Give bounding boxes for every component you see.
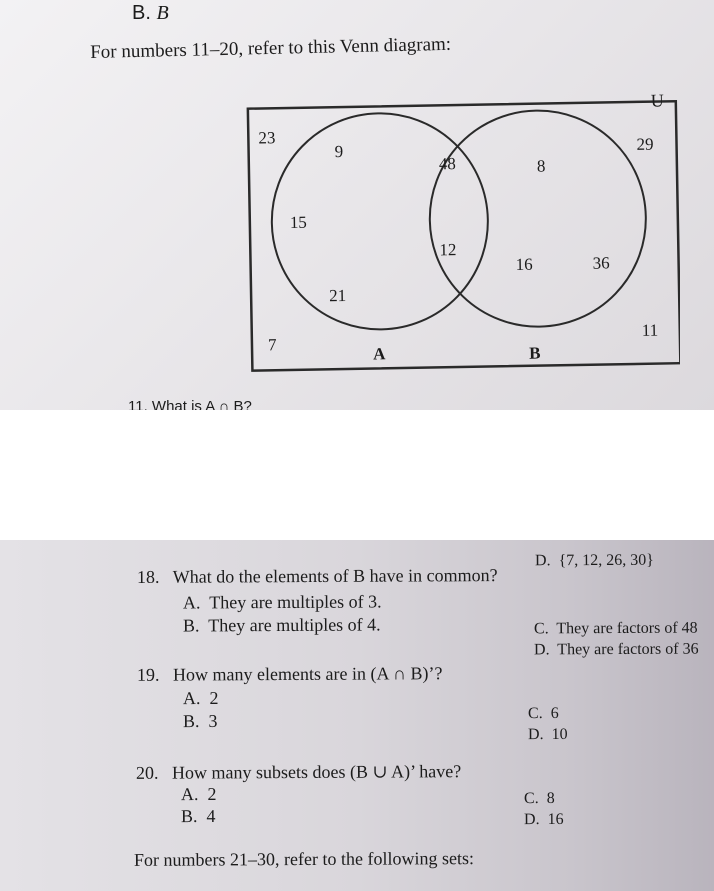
region-b-only-value: 36 — [592, 253, 610, 273]
question-text: How many elements are in (A ∩ B)’? — [172, 663, 443, 685]
region-a-only-value: 15 — [289, 212, 308, 232]
region-outside-value: 7 — [267, 335, 277, 355]
answer-option: C. They are factors of 48 — [533, 619, 698, 638]
answer-option: B. 3 — [182, 710, 218, 732]
bottom-photo-section — [0, 540, 714, 891]
answer-option: A. They are multiples of 3. — [182, 591, 382, 613]
venn-diagram — [240, 85, 680, 375]
answer-option: A. 2 — [182, 687, 219, 709]
answer-option: A. 2 — [180, 783, 217, 805]
region-b-only-value: 8 — [536, 156, 546, 176]
previous-option-b: B. B — [132, 2, 169, 24]
venn-intro-text: For numbers 11–20, refer to this Venn diagram: — [90, 33, 452, 63]
top-photo-section — [0, 0, 714, 410]
set-a-label: A — [372, 344, 386, 364]
universe-rectangle — [248, 101, 680, 370]
question-number: 18. — [136, 566, 160, 587]
question-11-cut-off: 11. What is A ∩ B? — [128, 398, 252, 410]
previous-option-d: D. {7, 12, 26, 30} — [534, 551, 654, 570]
region-outside-value: 23 — [258, 128, 276, 148]
answer-option: B. They are multiples of 4. — [182, 614, 381, 636]
region-a-only-value: 9 — [334, 142, 344, 162]
question-text: How many subsets does (B ∪ A)’ have? — [171, 761, 462, 783]
answer-option: D. They are factors of 36 — [533, 640, 699, 659]
region-b-only-value: 16 — [515, 254, 533, 275]
question-19 — [137, 663, 443, 686]
answer-option: C. 6 — [527, 704, 559, 723]
question-20 — [136, 761, 461, 784]
answer-option: B. 4 — [180, 805, 216, 827]
section-footer-text: For numbers 21–30, refer to the following sets: — [133, 848, 475, 870]
question-number: 19. — [136, 664, 160, 685]
region-intersection-value: 48 — [438, 154, 457, 174]
region-outside-value: 11 — [641, 320, 659, 340]
answer-option: D. 10 — [527, 725, 568, 744]
region-outside-value: 29 — [636, 134, 654, 154]
universe-label: U — [650, 90, 664, 111]
set-b-label: B — [528, 343, 541, 363]
question-number: 20. — [135, 762, 159, 783]
answer-option: D. 16 — [523, 810, 564, 829]
answer-option: C. 8 — [523, 789, 555, 808]
region-intersection-value: 12 — [439, 240, 457, 260]
question-18 — [137, 565, 498, 588]
question-text: What do the elements of B have in common? — [172, 565, 498, 587]
region-a-only-value: 21 — [328, 285, 347, 306]
set-b-circle — [428, 109, 648, 329]
